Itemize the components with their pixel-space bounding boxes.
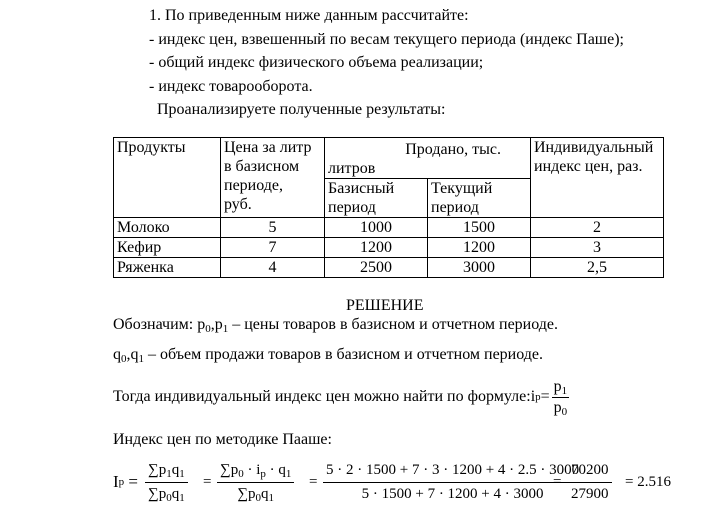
header-products: Продукты	[114, 138, 221, 218]
task-line-5: Проанализируете полученные результаты:	[157, 101, 446, 118]
notation-q-line: $q_0,q_1$ – объем продажи товаров в базисном и отчетном периоде.	[113, 346, 544, 365]
task-line-1: 1. По приведенным ниже данным рассчитайте:	[149, 7, 469, 24]
header-current-period: Текущий период	[428, 179, 531, 218]
table-row: Кефир 7 1200 1200 3	[114, 238, 664, 258]
task-line-2: - индекс цен, взвешенный по весам текущего периода (индекс Паше);	[149, 31, 624, 48]
individual-index-formula: i p = $\frac{p_1}{p_0}$	[530, 377, 568, 418]
formula-numerator-value: 70200	[568, 461, 612, 483]
header-index: Индивидуальный индекс цен, раз.	[531, 138, 664, 218]
header-base-period: Базисный период	[325, 179, 428, 218]
task-line-4: - индекс товарооборота.	[149, 78, 313, 95]
task-line-3: - общий индекс физического объема реализации;	[149, 54, 484, 71]
formula-expanded-denominator: 5 · 1500 + 7 · 1200 + 4 · 3000	[361, 485, 544, 502]
header-price: Цена за литр в базисном периоде, руб.	[221, 138, 325, 218]
table-row: Ряженка 4 2500 3000 2,5	[114, 258, 664, 278]
solution-title: РЕШЕНИЕ	[346, 297, 424, 314]
paasche-title: Индекс цен по методике Пааше:	[113, 431, 332, 448]
paasche-formula: I p = $\sum p_1q_1$ $\sum p_0q_1$ = $\sum p_0 \cdot i_p \cdot q_1$ $\sum p_0q_1$ = $\frac{5 \cdot 2 \cdot 1500 + 7 \cdot 3 \cdot 1200 + 4 \cdot 2.5 \cdot 3000}{5 \cdot 1500 + 7 \cdot 1200 + 4 \cdot 3000}$ = $\frac{70200}{27900}$ = 2.516	[113, 461, 671, 504]
individual-index-line: Тогда индивидуальный индекс цен можно найти по формуле: i p = $\frac{p_1}{p_0}$	[113, 377, 568, 418]
formula-denominator-value: 27900	[571, 485, 609, 502]
notation-p-line: Обозначим: $p_0,p_1$ – цены товаров в базисном и отчетном периоде.	[113, 316, 559, 335]
data-table	[113, 137, 664, 278]
formula-expanded-numerator: 5 · 2 · 1500 + 7 · 3 · 1200 + 4 · 2.5 · 3000	[323, 461, 582, 483]
header-sold: Продано, тыс. литров	[325, 138, 531, 179]
table-row: Молоко 5 1000 1500 2	[114, 218, 664, 238]
formula-result: 2.516	[637, 473, 671, 490]
table-header-row	[114, 138, 664, 179]
